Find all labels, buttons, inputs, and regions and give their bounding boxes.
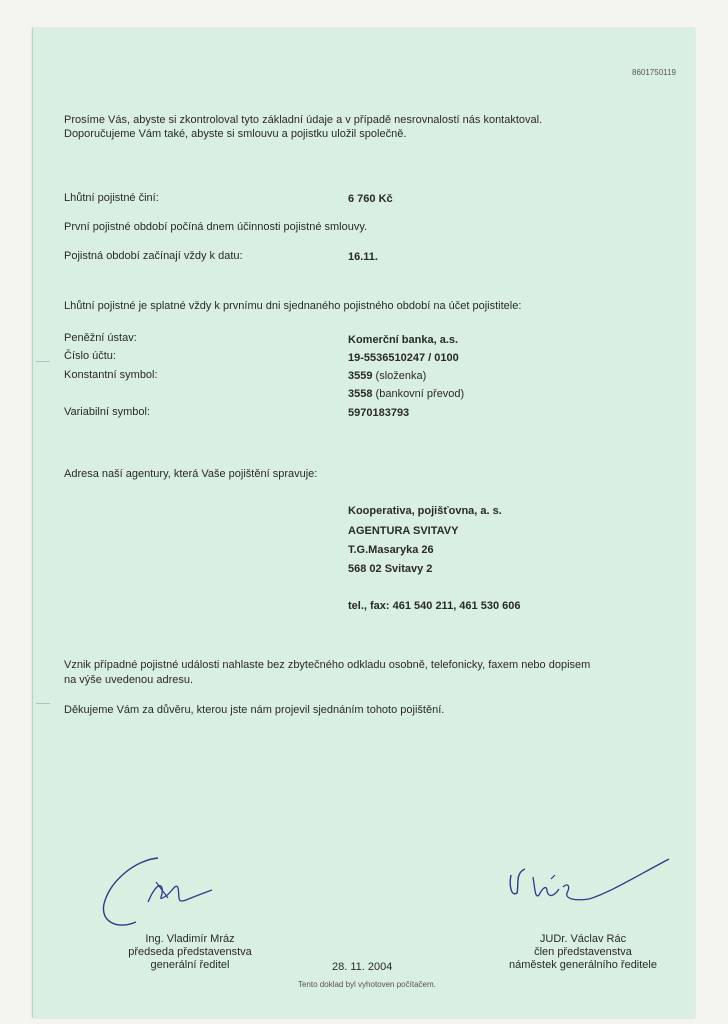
fold-mark [36,361,50,362]
variable-symbol-value: 5970183793 [348,407,410,419]
fold-mark [36,703,50,704]
bank-value: Komerční banka, a.s. [348,334,459,346]
constant-symbol-1-note: (složenka) [375,370,427,382]
signatory-right-role-1: člen představenstva [534,946,632,958]
periods-value: 16.11. [348,251,378,263]
signature-right-icon [505,855,675,915]
constant-symbol-label: Konstantní symbol: [64,369,158,381]
agency-line-1: Kooperativa, pojišťovna, a. s. [348,505,502,517]
constant-symbol-2-note: (bankovní převod) [375,388,465,400]
signatory-left-name: Ing. Vladimír Mráz [145,933,235,945]
intro-line-1: Prosíme Vás, abyste si zkontroloval tyto základní údaje a v případě nesrovnalostí nás kontaktoval. [64,114,543,126]
signatory-left-role-1: předseda představenstva [128,946,252,958]
agency-line-2: AGENTURA SVITAVY [348,525,459,537]
agency-contact: tel., fax: 461 540 211, 461 530 606 [348,600,521,612]
constant-symbol-2-code: 3558 [348,388,373,400]
signatory-right [488,933,678,972]
signatory-left [100,933,280,972]
constant-symbol-1-code: 3559 [348,370,373,382]
bank-label: Peněžní ústav: [64,332,137,344]
closing-line-1: Vznik případné pojistné události nahlaste bez zbytečného odkladu osobně, telefonicky, faxem nebo dopisem [64,659,591,671]
constant-symbol-2 [348,387,464,402]
premium-label: Lhůtní pojistné činí: [64,192,159,204]
signature-left-icon [96,852,216,932]
footer-note: Tento doklad byl vyhotoven počítačem. [298,980,436,989]
payment-note: Lhůtní pojistné je splatné vždy k prvnímu dni sjednaného pojistného období na účet pojistitele: [64,300,522,312]
premium-value: 6 760 Kč [348,193,393,205]
account-value: 19-5536510247 / 0100 [348,352,459,364]
signatory-left-role-2: generální ředitel [150,959,230,971]
constant-symbol-1 [348,369,426,384]
agency-label: Adresa naší agentury, která Vaše pojištění spravuje: [64,468,318,480]
periods-label: Pojistná období začínají vždy k datu: [64,250,243,262]
period-start-note: První pojistné období počíná dnem účinnosti pojistné smlouvy. [64,221,368,233]
intro-line-2: Doporučujeme Vám také, abyste si smlouvu a pojistku uložil společně. [64,128,407,140]
signatory-right-name: JUDr. Václav Rác [539,933,627,945]
document-number: 8601750119 [632,68,676,77]
closing-line-2: na výše uvedenou adresu. [64,674,194,686]
account-label: Číslo účtu: [64,350,116,362]
agency-line-4: 568 02 Svitavy 2 [348,563,433,575]
agency-line-3: T.G.Masaryka 26 [348,544,434,556]
document-date: 28. 11. 2004 [332,961,393,973]
signatory-right-role-2: náměstek generálního ředitele [509,959,657,971]
variable-symbol-label: Variabilní symbol: [64,406,150,418]
thanks-line: Děkujeme Vám za důvěru, kterou jste nám projevil sjednáním tohoto pojištění. [64,704,445,716]
